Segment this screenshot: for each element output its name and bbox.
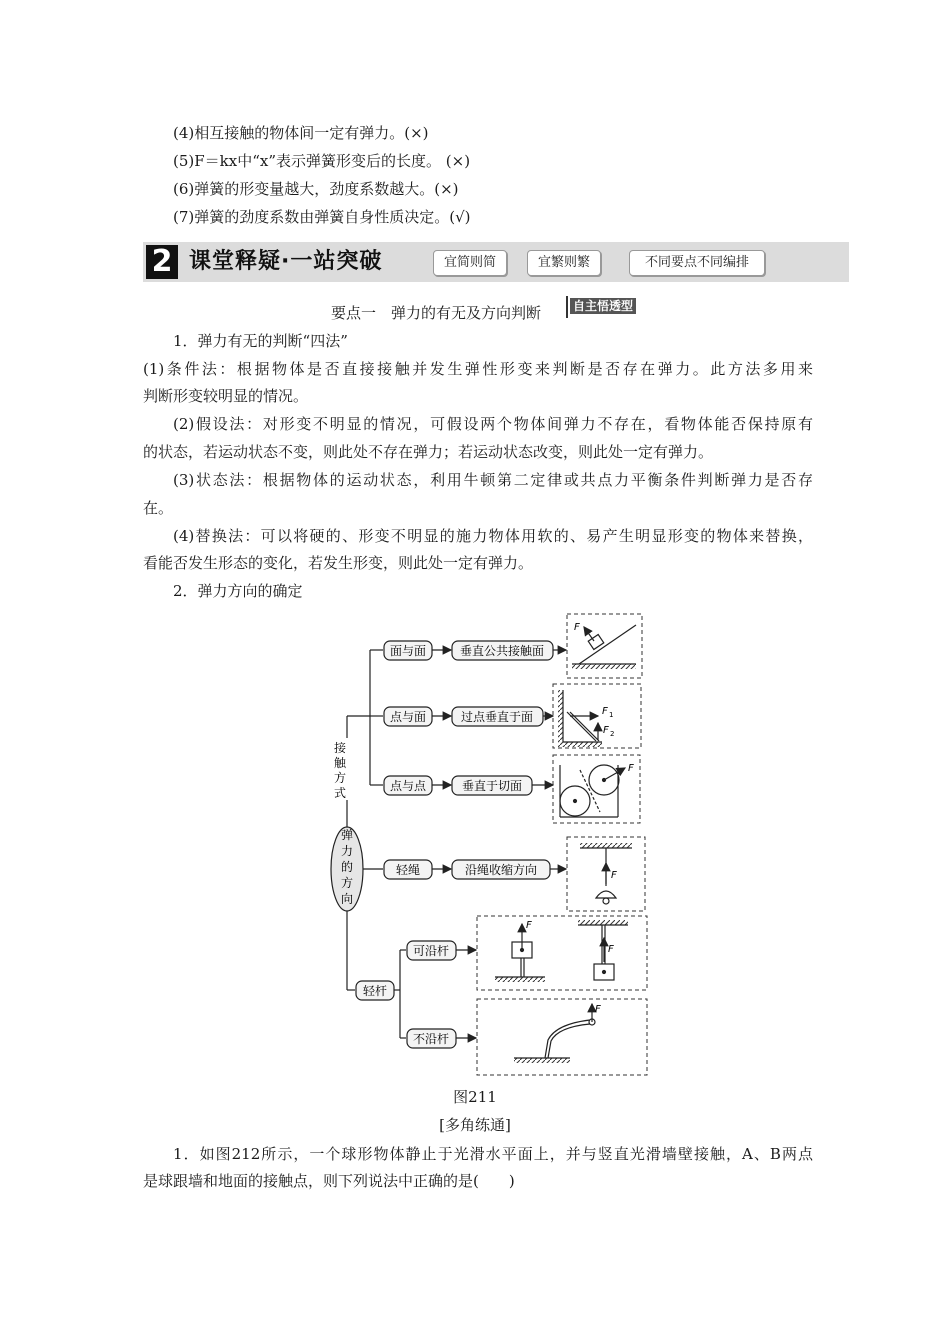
type-rope: 轻绳 bbox=[395, 863, 421, 877]
contact-char-4: 式 bbox=[333, 786, 347, 800]
statement-6: (6)弹簧的形变量越大，劲度系数越大。(×) bbox=[173, 180, 459, 198]
section-number-badge: 2 bbox=[146, 245, 178, 279]
method2-line2: 的状态，若运动状态不变，则此处不存在弹力；若运动状态改变，则此处一定有弹力。 bbox=[143, 443, 714, 461]
method2-line1: (2)假设法：对形变不明显的情况，可假设两个物体间弹力不存在，看物体能否保持原有 bbox=[173, 415, 813, 433]
method1-line2: 判断形变较明显的情况。 bbox=[143, 387, 309, 405]
point-heading: 要点一 弹力的有无及方向判断 bbox=[331, 304, 542, 322]
statement-7: (7)弹簧的劲度系数由弹簧自身性质决定。(√) bbox=[173, 208, 471, 226]
method1-line1: (1)条件法：根据物体是否直接接触并发生弹性形变来判断是否存在弹力。此方法多用来 bbox=[143, 360, 813, 378]
statement-5: (5)F＝kx中“x”表示弹簧形变后的长度。 (×) bbox=[173, 152, 471, 170]
type-face-face: 面与面 bbox=[389, 644, 427, 658]
type-point-point: 点与点 bbox=[389, 779, 427, 793]
force-label-5a: F bbox=[526, 920, 532, 931]
statement-4: (4)相互接触的物体间一定有弹力。(×) bbox=[173, 124, 429, 142]
force-label-F2-sub: 2 bbox=[610, 730, 615, 738]
force-label-3: F bbox=[628, 763, 634, 774]
question-line1: 1．如图212所示，一个球形物体静止于光滑水平面上，并与竖直光滑墙壁接触，A、B两点 bbox=[173, 1145, 813, 1163]
section-banner bbox=[143, 242, 849, 282]
force-label-5b: F bbox=[608, 944, 614, 955]
contact-char-2: 触 bbox=[333, 756, 347, 770]
rule-face-face: 垂直公共接触面 bbox=[459, 644, 545, 658]
elastic-force-direction-diagram bbox=[320, 605, 660, 1080]
force-label-F1: F bbox=[602, 706, 608, 717]
heading-divider bbox=[566, 296, 568, 318]
contact-char-1: 接 bbox=[333, 741, 347, 755]
rule-point-face: 过点垂直于面 bbox=[460, 710, 534, 724]
section-title: 课堂释疑·一站突破 bbox=[189, 249, 383, 274]
method4-line2: 看能否发生形态的变化，若发生形变，则此处一定有弹力。 bbox=[143, 554, 534, 572]
force-label-F1-sub: 1 bbox=[609, 711, 614, 719]
practice-label: [多角练通] bbox=[439, 1116, 511, 1134]
force-label-F2: F bbox=[603, 725, 609, 736]
root-char-5: 向 bbox=[340, 892, 354, 906]
root-char-2: 力 bbox=[340, 844, 354, 858]
root-char-4: 方 bbox=[340, 876, 354, 890]
root-char-1: 弹 bbox=[340, 828, 354, 842]
rod-along: 可沿杆 bbox=[412, 944, 450, 958]
rod-not-along: 不沿杆 bbox=[412, 1032, 450, 1046]
method3-line2: 在。 bbox=[143, 499, 174, 517]
para2-title: 2．弹力方向的确定 bbox=[173, 582, 303, 600]
tag-button-complex[interactable]: 宜繁则繁 bbox=[527, 250, 601, 276]
method3-line1: (3)状态法：根据物体的运动状态，利用牛顿第二定律或共点力平衡条件判断弹力是否存 bbox=[173, 471, 813, 489]
method4-line1: (4)替换法：可以将硬的、形变不明显的施力物体用软的、易产生明显形变的物体来替换， bbox=[173, 527, 813, 545]
tag-button-simple[interactable]: 宜简则简 bbox=[433, 250, 507, 276]
root-char-3: 的 bbox=[340, 860, 354, 874]
question-line2: 是球跟墙和地面的接触点，则下列说法中正确的是( ) bbox=[143, 1172, 515, 1190]
force-label-1: F bbox=[574, 622, 580, 633]
type-rod: 轻杆 bbox=[362, 984, 388, 998]
tag-button-varied[interactable]: 不同要点不同编排 bbox=[629, 250, 765, 276]
type-point-face: 点与面 bbox=[389, 710, 427, 724]
force-label-4: F bbox=[611, 870, 617, 881]
figure-caption: 图211 bbox=[453, 1088, 497, 1106]
point-tag: 自主悟透型 bbox=[570, 298, 636, 314]
rule-rope: 沿绳收缩方向 bbox=[464, 863, 538, 877]
force-label-6: F bbox=[595, 1004, 601, 1015]
contact-char-3: 方 bbox=[333, 771, 347, 785]
para1-title: 1．弹力有无的判断“四法” bbox=[173, 332, 348, 350]
rule-point-point: 垂直于切面 bbox=[461, 779, 523, 793]
